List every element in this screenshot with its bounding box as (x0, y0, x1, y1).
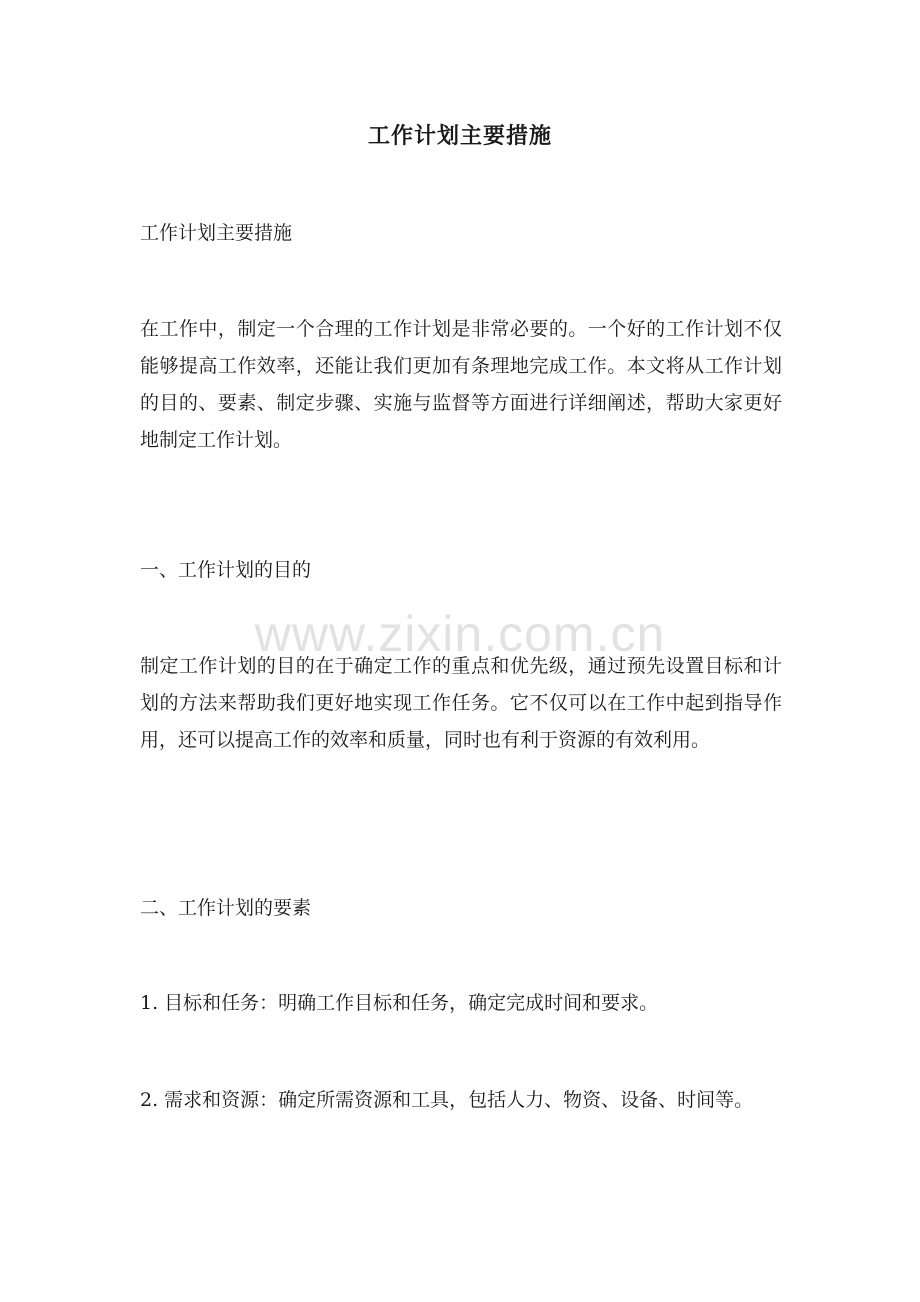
list-item: 2. 需求和资源：确定所需资源和工具，包括人力、物资、设备、时间等。 (140, 1089, 754, 1111)
watermark-text: www.zixin.com.cn (254, 606, 666, 662)
section-heading-purpose: 一、工作计划的目的 (140, 559, 312, 581)
list-item: 1. 目标和任务：明确工作目标和任务，确定完成时间和要求。 (140, 992, 659, 1014)
document-subtitle: 工作计划主要措施 (140, 222, 293, 244)
document-title: 工作计划主要措施 (367, 123, 552, 149)
section-body-purpose: 制定工作计划的目的在于确定工作的重点和优先级，通过预先设置目标和计划的方法来帮助我们更好地实现工作任务。它不仅可以在工作中起到指导作用，还可以提高工作的效率和质量，同时也有利于资源的有效利用。 (140, 655, 782, 751)
intro-paragraph: 在工作中，制定一个合理的工作计划是非常必要的。一个好的工作计划不仅能够提高工作效率，还能让我们更加有条理地完成工作。本文将从工作计划的目的、要素、制定步骤、实施与监督等方面进行详细阐述，帮助大家更好地制定工作计划。 (140, 318, 782, 451)
section-heading-elements: 二、工作计划的要素 (140, 897, 312, 919)
